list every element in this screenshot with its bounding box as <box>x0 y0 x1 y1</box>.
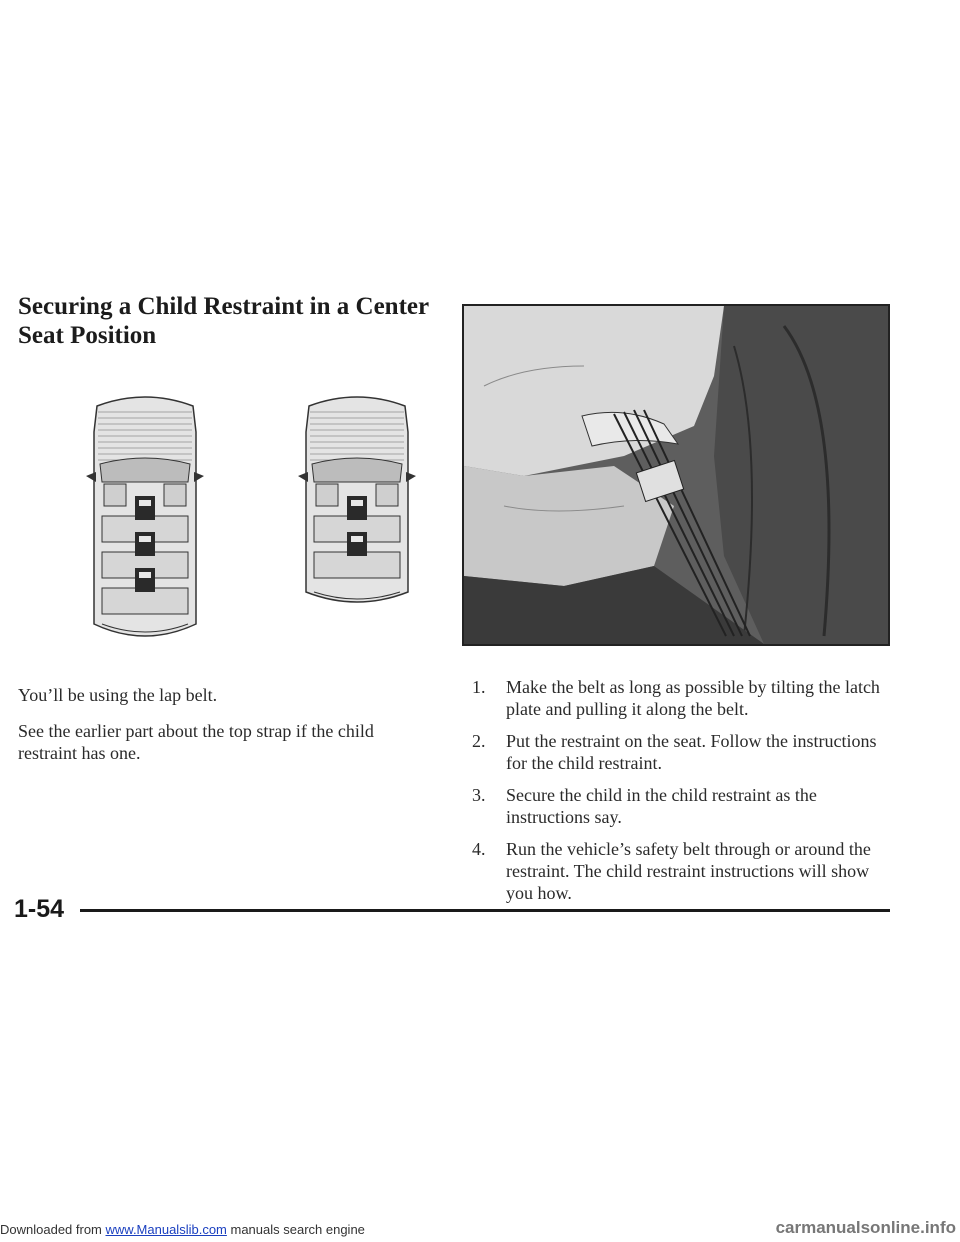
step-number: 2. <box>472 731 486 751</box>
download-prefix: Downloaded from <box>0 1222 106 1237</box>
step-number: 4. <box>472 839 486 859</box>
vehicle-two-rows-icon <box>294 392 420 612</box>
site-watermark: carmanualsonline.info <box>775 1218 956 1237</box>
step-text: Run the vehicle’s safety belt through or around the restraint. The child restraint instructions will show you how. <box>506 839 871 903</box>
step-item <box>466 730 896 774</box>
step-item <box>466 676 896 720</box>
step-number: 3. <box>472 785 486 805</box>
download-suffix: manuals search engine <box>226 1222 365 1237</box>
belt-latch-photo <box>462 304 890 646</box>
top-strap-note: See the earlier part about the top strap if the child restraint has one. <box>18 721 374 763</box>
step-text: Secure the child in the child restraint as the instructions say. <box>506 785 817 827</box>
footer-rule <box>80 909 890 912</box>
step-text: Make the belt as long as possible by tilting the latch plate and pulling it along the belt. <box>506 677 880 719</box>
step-number: 1. <box>472 677 486 697</box>
step-text: Put the restraint on the seat. Follow the instructions for the child restraint. <box>506 731 877 773</box>
lap-belt-note: You’ll be using the lap belt. <box>18 685 218 705</box>
vehicle-three-rows-icon <box>82 392 208 648</box>
page-footer <box>14 895 890 925</box>
instruction-steps <box>466 676 896 914</box>
manualslib-link[interactable]: www.Manualslib.com <box>105 1222 227 1237</box>
page-number: 1-54 <box>14 895 65 923</box>
section-title: Securing a Child Restraint in a Center Seat Position <box>18 293 429 349</box>
step-item <box>466 784 896 828</box>
download-credit <box>0 1222 365 1237</box>
